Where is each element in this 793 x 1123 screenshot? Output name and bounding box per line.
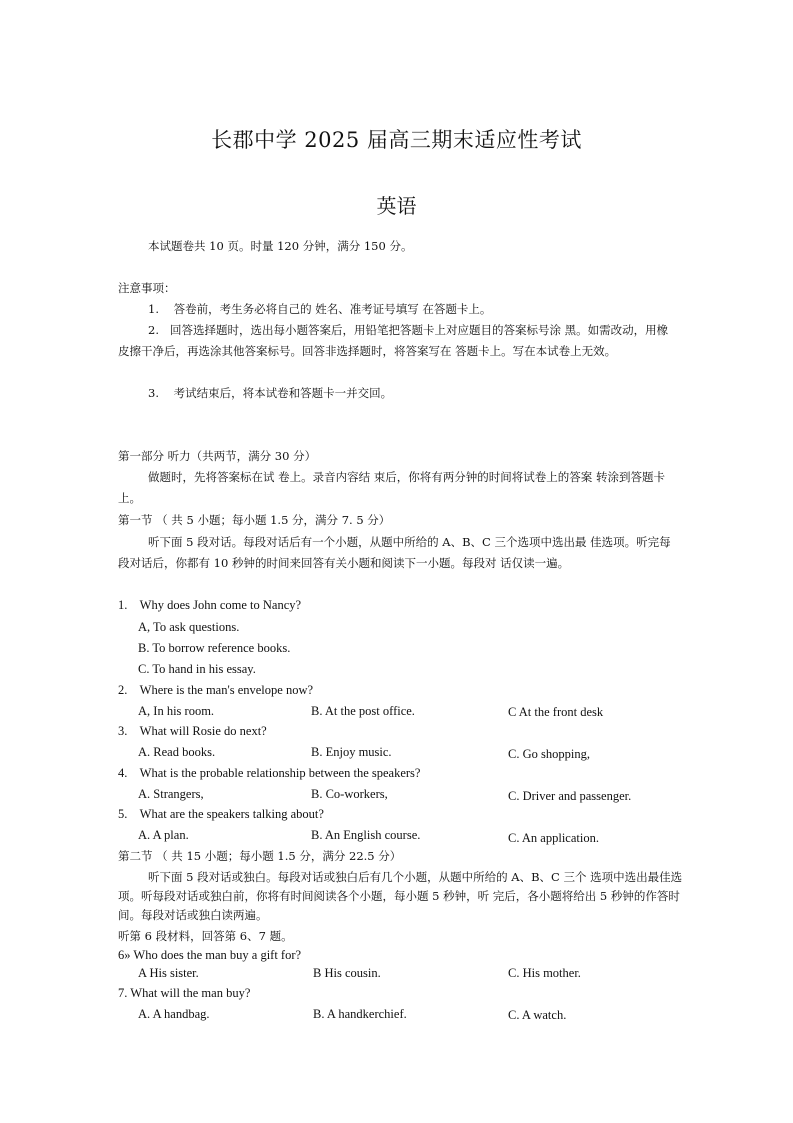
option-c: C At the front desk: [508, 705, 604, 719]
section1-heading: 第一节 （ 共 5 小题；每小题 1.5 分，满分 7. 5 分）: [118, 513, 391, 527]
section2-instruction: 听下面 5 段对话或独白。每段对话或独白后有几个小题，从题中所给的 A、B、C 三个 选项中选出最佳选项。听每段对话或独白前，你将有时间阅读各个小题，每小题 5 秒钟，听 完后，各小题将给出 5 秒钟的作答时间。每段对话或独白读两遍。: [118, 870, 683, 922]
option-c: C. Driver and passenger.: [508, 789, 632, 803]
question-number: 2.: [118, 683, 128, 697]
option-b: B. Co-workers,: [311, 787, 388, 801]
question-6: 6» Who does the man buy a gift for?: [118, 948, 302, 962]
question-stem: What will Rosie do next?: [139, 724, 267, 738]
question-2: [118, 683, 313, 698]
notice-item-2: [118, 320, 678, 362]
question-4: [118, 766, 420, 781]
option-b: B. A handkerchief.: [313, 1007, 407, 1021]
question-7: 7. What will the man buy?: [118, 986, 251, 1000]
section2-heading: 第二节 （ 共 15 小题；每小题 1.5 分，满分 22.5 分）: [118, 849, 402, 863]
question-1: [118, 598, 301, 613]
question-number: 5.: [118, 807, 128, 821]
notice-item-number: 3.: [148, 386, 159, 400]
question-stem: What is the probable relationship between the speakers?: [139, 766, 421, 780]
question-number: 1.: [118, 598, 128, 612]
notice-item-text: 答卷前，考生务必将自己的 姓名、准考证号填写 在答题卡上。: [173, 302, 492, 316]
question-3: [118, 724, 267, 739]
option-a: A, To ask questions.: [138, 620, 240, 634]
material-note: 听第 6 段材料，回答第 6、7 题。: [118, 929, 293, 943]
question-stem: Why does John come to Nancy?: [139, 598, 302, 612]
section1-instruction: 听下面 5 段对话。每段对话后有一个小题，从题中所给的 A、B、C 三个选项中选出最 佳选项。听完每段对话后，你都有 10 秒钟的时间来回答有关小题和阅读下一小题。每段对 话仅读一遍。: [118, 535, 671, 570]
question-stem: What are the speakers talking about?: [139, 807, 324, 821]
option-a: A, In his room.: [138, 704, 215, 718]
exam-intro: 本试题卷共 10 页。时量 120 分钟，满分 150 分。: [148, 239, 413, 253]
notice-item-1: [148, 299, 491, 320]
option-a: A. A plan.: [138, 828, 189, 842]
notice-item-number: 2.: [148, 323, 159, 337]
option-b: B. To borrow reference books.: [138, 641, 291, 655]
option-c: C. A watch.: [508, 1008, 567, 1022]
option-b: B. At the post office.: [311, 704, 415, 718]
option-b: B. An English course.: [311, 828, 421, 842]
option-a: A. Read books.: [138, 745, 216, 759]
option-b: B His cousin.: [313, 966, 381, 980]
option-b: B. Enjoy music.: [311, 745, 392, 759]
question-number: 4.: [118, 766, 128, 780]
option-a: A. A handbag.: [138, 1007, 210, 1021]
notice-item-text: 考试结束后，将本试卷和答题卡一并交回。: [173, 386, 393, 400]
option-c: C. An application.: [508, 831, 599, 845]
notice-item-3: [148, 383, 392, 404]
notice-heading: 注意事项：: [118, 281, 176, 295]
option-c: C. His mother.: [508, 966, 581, 980]
notice-item-text: 回答选择题时，选出每小题答案后，用铅笔把答题卡上对应题目的答案标号涂 黑。如需改动，用橡皮擦干净后，再选涂其他答案标号。回答非选择题时，将答案写在 答题卡上。写在本试卷上无效。: [118, 323, 669, 358]
part1-instruction: 做题时，先将答案标在试 卷上。录音内容结 束后，你将有两分钟的时间将试卷上的答案 转涂到答题卡上。: [118, 470, 665, 505]
option-a: A. Strangers,: [138, 787, 204, 801]
subject-title: 英语: [376, 194, 417, 218]
question-stem: Where is the man's envelope now?: [139, 683, 314, 697]
part1-heading: 第一部分 听力（共两节，满分 30 分）: [118, 449, 317, 463]
exam-title: 长郡中学 2025 届高三期末适应性考试: [211, 128, 582, 152]
question-5: [118, 807, 324, 822]
option-c: C. Go shopping,: [508, 747, 590, 761]
option-c: C. To hand in his essay.: [138, 662, 256, 676]
notice-item-number: 1.: [148, 302, 159, 316]
option-a: A His sister.: [138, 966, 199, 980]
question-number: 3.: [118, 724, 128, 738]
